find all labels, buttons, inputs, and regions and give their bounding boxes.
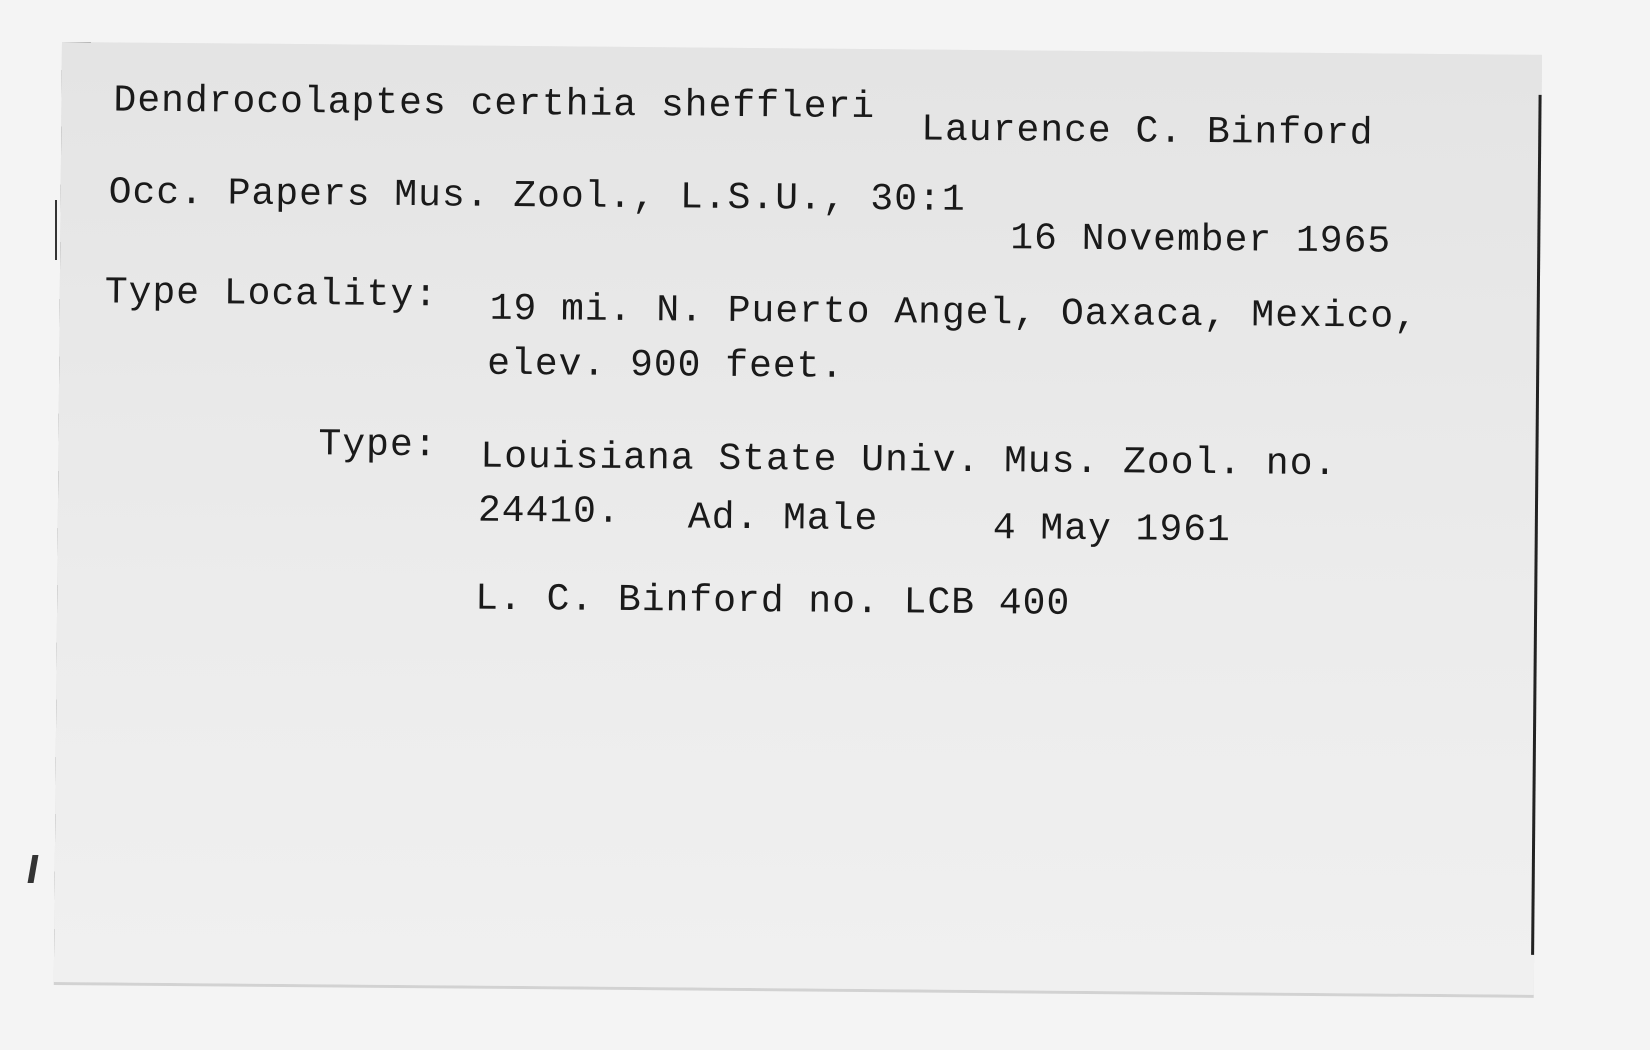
type-number: 24410. <box>477 489 621 534</box>
type-date: 4 May 1961 <box>992 507 1232 553</box>
author-name: Laurence C. Binford <box>921 108 1374 156</box>
type-line1: Louisiana State Univ. Mus. Zool. no. <box>480 435 1338 487</box>
type-label: Type: <box>318 423 438 468</box>
type-locality-line1: 19 mi. N. Puerto Angel, Oaxaca, Mexico, <box>489 287 1419 339</box>
type-locality-line2: elev. 900 feet. <box>487 342 845 389</box>
type-sex: Ad. Male <box>687 496 879 542</box>
scan-corner-mark <box>28 855 39 883</box>
species-name: Dendrocolaptes certhia sheffleri <box>113 79 876 130</box>
citation-date: 16 November 1965 <box>1010 217 1392 264</box>
scan-edge-mark <box>55 200 57 260</box>
citation: Occ. Papers Mus. Zool., L.S.U., 30:1 <box>108 171 966 222</box>
collector-number: L. C. Binford no. LCB 400 <box>474 577 1071 626</box>
type-specimen-card <box>54 42 1542 995</box>
type-locality-label: Type Locality: <box>104 271 439 318</box>
